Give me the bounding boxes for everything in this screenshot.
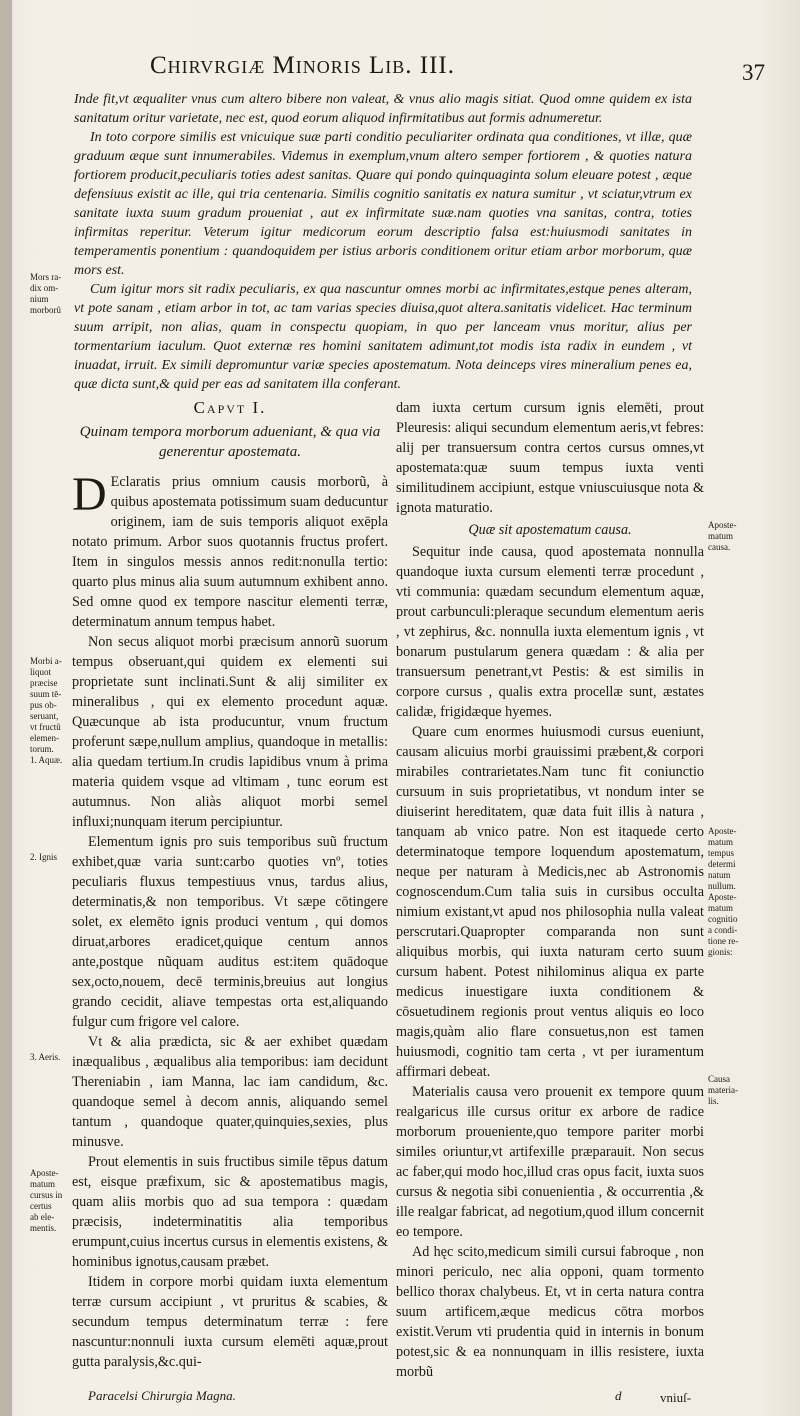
paragraph: Sequitur inde causa, quod apostemata nonnulla quandoque iuxta cursum elementi terræ procedunt , vti communia: quædam secundum elementum aquæ, prout carbunculi:pleraque secundum elementum aeris , vt zephirus, &c. nonnulla iuxta elementum ignis , vt bonarum pustularum genera quædam : & alia per transuersum penetrant,vt Pestis: & est similis in corpore cursus , qualis extra procellæ sunt, æstates calidæ, frigidæque hyemes. — [396, 544, 704, 720]
page-number: 37 — [742, 60, 765, 85]
intro-paragraph: Inde fit,vt æqualiter vnus cum altero bibere non valeat, & vnus alio magis sitiat. Quod omne quidem ex ista sanitatum oritur varietate, nec est, quod eorum aliquod infirmitatibus aut formis adnumeretur. — [74, 92, 692, 126]
margin-note-apost-causa: Aposte- matum causa. — [708, 520, 737, 552]
margin-note-causa-materialis: Causa materia- lis. — [708, 1074, 738, 1106]
book-gutter — [0, 0, 12, 1416]
intro-text — [74, 90, 692, 394]
paragraph: dam iuxta certum cursum ignis elemēti, prout Pleuresis: aliqui secundum elementum aeris,vt febres: alij per transuersum contra certos cursus omnes,vt apostemata:quæ suum tempus iuxta venti similitudinem accipiunt, estque vniuscuiusque nota & ignota maturatio. — [396, 400, 704, 516]
section-subheading: Quæ sit apostematum causa. — [468, 522, 632, 538]
margin-note-ignis: 2. Ignis — [30, 852, 57, 862]
signature-mark: d — [615, 1388, 622, 1403]
paragraph: Prout elementis in suis fructibus simile tēpus datum est, eisque præfixum, sic & apostematibus magis, quam aliis morbis quo ad sua tempora : quædam præcisis, indeterminatitis alia temporibus erumpunt,cuius incertus cursus in elementis existens, & hominibus ignotus,causam præbet. — [72, 1154, 389, 1270]
drop-cap: D — [72, 468, 107, 521]
right-column — [396, 398, 704, 1382]
footer-running-title: Paracelsi Chirurgia Magna. — [88, 1388, 236, 1403]
margin-note-mors: Mors ra- dix om- nium morborũ — [30, 272, 62, 315]
first-paragraph — [72, 468, 388, 632]
catchword: vniuſ- — [660, 1390, 692, 1405]
margin-note-morbi: Morbi a- liquot præcise suum tē- pus ob- seruant, vt fructũ elemen- torum. 1. Aquæ. — [30, 656, 63, 765]
paragraph: Ad hęc scito,medicum simili cursui fabroque , non minori periculo, nec alia opponi, quam tormento bellico thorax chalybeus. Et, vt in certa natura contra suum artificem,æque medicus cōtra morbos existit.Verum vti prudentia quid in internis in bonum potest,sic & ea nonnunquam in illis resistere, iuxta morbũ — [396, 1244, 704, 1380]
intro-paragraph: In toto corpore similis est vnicuique suæ parti conditio peculiariter ordinata qua conditiones, vt illæ, quæ graduum æque sunt innumerabiles. Videmus in exemplum,vnum altero semper fortiorem , & quoties natura fortiorem producit,peculiaris toties adest sanitas. Quare qui pondo quinquaginta solum eleuare potest , æque defensiuus existit ac ille, qui tria centenaria. Similis cognitio sanitatis ex natura sumitur , vt sciatur,vtrum ex sanitate iuxta suum gradum proueniat , aut ex infirmitate suæ.nam quoties vna sanitas, contra, toties infirmitas reperitur. Veterum igitur medicorum eorum descriptio falsa est:huiusmodi sanitates in temperamentis ponentium : quandoquidem per istius arboris conditionem oritur etiam arbor morborum, quæ mors est. — [74, 130, 692, 278]
chapter-title: Quinam tempora morborum adueniant, & qua via generentur apostemata. — [79, 424, 381, 460]
paragraph-text: Eclaratis prius omnium causis morborũ, à quibus apostemata potissimum suam deducuntur originem, iam de suis temporis aliquot exēpla notato primum. Arbor suos quotannis fructus profert. Item in singulos messis annos redit:nonulla tertio: quarto plus minus alia suum autumnum exhibent anno. Sed omne quod ex tempore nascitur elementi terræ, determinatum annum tempus habet. — [72, 474, 388, 630]
paragraph: Elementum ignis pro suis temporibus suũ fructum exhibet,quæ varia sunt:carbo quoties vnº, toties peculiaris fluxus tempestiuus vnus, tardus alius, determinatis,& non temporibus. Vt sæpe cōtingere solet, ex elemēto ignis produci ventum , qui domos diruat,arbores eradicet,quique centum annos ante,postque nũquam auditus est:item quādoque sex,octo,nouem, decē terminis,breuius aut longius grando cecidit, aliave tempestas orta est,aliquando fulgur cum frigore vel calore. — [72, 834, 388, 1030]
left-column — [72, 398, 388, 1372]
paragraph: Materialis causa vero prouenit ex tempore quum realgaricus ille cursus oritur ex arbore de radice morborum proueniente,quo tempore pariter morbi similes oriuntur,vt artifexille præparauit. Non secus ac faber,qui modo hoc,illud cras opus facit, iuxta suos cursus & negotia sibi conuenientia , & occurrentia ,& ille realgar fabricat, ad negotium,quod illum concernit eo tempore. — [396, 1084, 704, 1240]
margin-note-aeris: 3. Aeris. — [30, 1052, 61, 1062]
paragraph: Vt & alia prædicta, sic & aer exhibet quædam inæqualibus , æqualibus alia temporibus: iam decidunt Thereniabin , iam Manna, lac iam candidum, &c. quandoque semel à decom annis, aliquando semel tantum , quandoque quater,quinquies,sexies, plus minusve. — [72, 1034, 388, 1150]
chapter-heading: Capvt I. — [193, 398, 267, 417]
running-title: Chirvrgiæ Minoris Lib. III. — [150, 52, 455, 79]
margin-note-apost-tempus: Aposte- matum tempus determi natum nullum. Aposte- matum cognitio a condi- tione re- gionis: — [708, 826, 739, 957]
intro-paragraph: Cum igitur mors sit radix peculiaris, ex qua nascuntur omnes morbi ac infirmitates,estque penes alteram, vt pote sanam , etiam arbor in tot, ac tam varias species diuisa,quot altera.sanitatis videlicet. Hac terminum suum arripit, non alias, quam in conspectu quopiam, in quo per lanceam vnus moritur, alius per tormentarium iaculum. Quot externæ res homini sanitatem adimunt,tot modis ista radix in eundem , vt inuadat, irruit. Ex simili depromuntur variæ species apostematum. Nota deinceps vires mineralium penes ea, quæ dicta sunt,& quid per eas ad sanitatem illa conferant. — [74, 282, 692, 392]
margin-note-apost-cursus: Aposte- matum cursus in certus ab ele- mentis. — [30, 1168, 63, 1233]
paragraph: Quare cum enormes huiusmodi cursus eueniunt, causam alicuius morbi grauissimi præbent,& corpori mirabiles contrarietates.Nam tunc fit coniunctio cursuum in suis proprietatibus, vt nondum inter se diuiserint hereditatem, quæ data fuit illis à natura , tanquam ab vnico patre. Non est itaquede certo determinatoque tempore loquendum apostematum, neque per naturam à Medicis,nec ab Astronomis cognoscendum.Cum talia suis in cursibus occulta nimium existant,vt apud nos philosophia nulla valeat perscrutari.Quapropter comparanda non sunt aliquibus morbis, qui iuxta naturam certo suum cursum habent. Potest nihilominus aliqua ex parte medicus inuestigare iuxta conditionem & cōsuetudinem regionis prout ventus aliquis eo loco magis,quàm alio flare consuetus,non est tamen huiusmodi, cognitio tam certa , vt per iuramentum affirmari debeat. — [396, 724, 704, 1080]
paragraph: Itidem in corpore morbi quidam iuxta elementum terræ cursum accipiunt , vt pruritus & scabies, & secundum tempus determinatum terræ : fere nascuntur:nonnuli iuxta cursum elemēti aquæ,prout gutta paralysis,&c.qui- — [72, 1274, 388, 1370]
paragraph: Non secus aliquot morbi præcisum annorũ suorum tempus obseruant,qui quidem ex elementi sui proprietate sunt inclinati.Sunt & alij similiter ex mineralibus , qui ex elemento procedunt aquæ. Quæcunque ab ista producuntur, vnum fructum proferunt sæpe,nullum amplius, quandoque in metallis: alia quedam tertium.In crudis lapidibus vnum à prima materia quidem vsque ad vltimam , tunc eorum est autumnus. Non aliàs aliquot morbi semel influxi;nunquam iterum percipiuntur. — [72, 634, 388, 830]
